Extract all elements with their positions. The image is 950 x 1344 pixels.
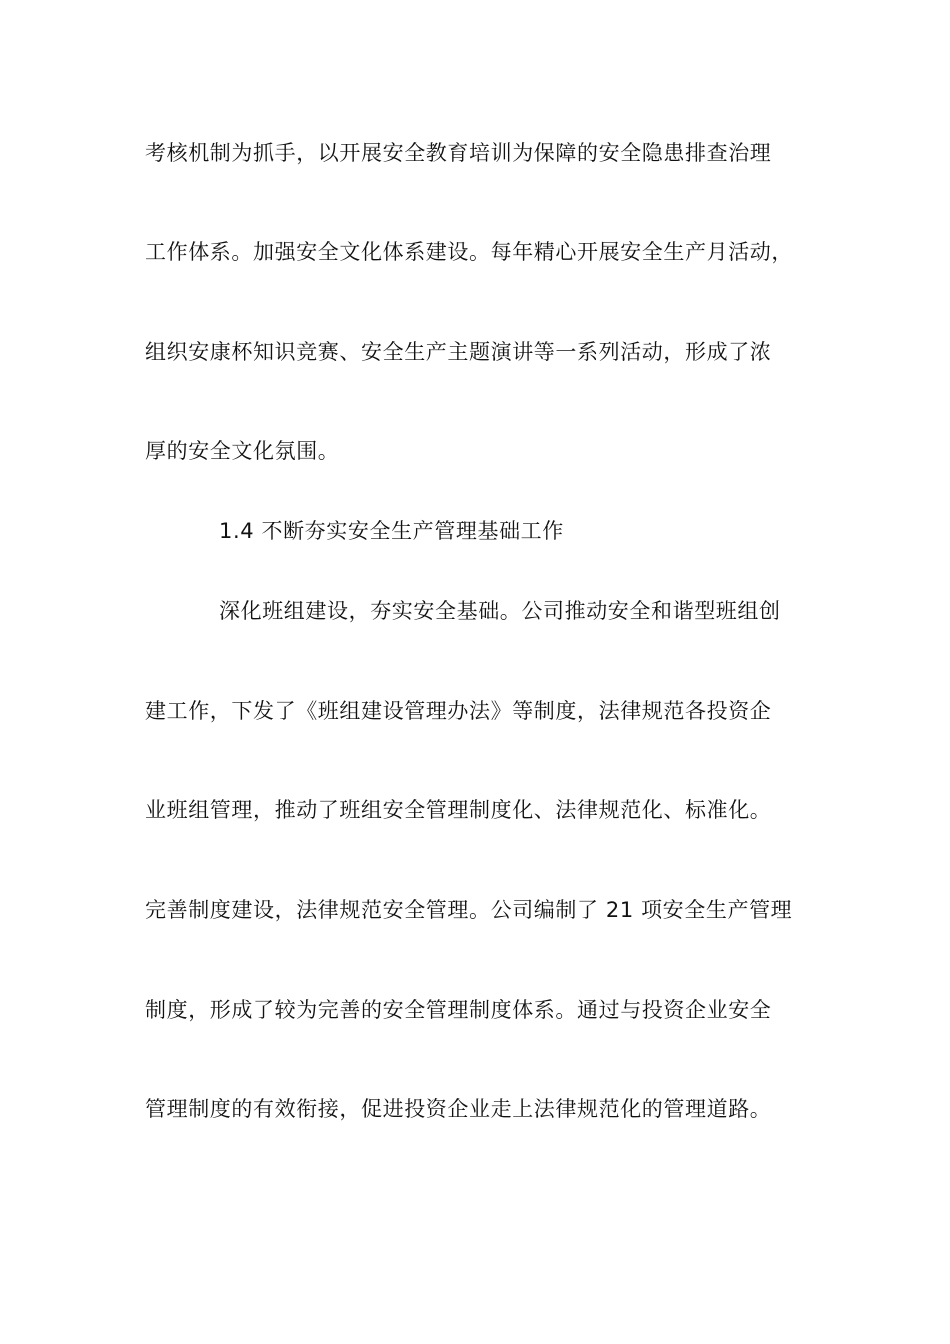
- paragraph-line-8: 业班组管理，推动了班组安全管理制度化、法律规范化、标准化。: [145, 798, 772, 822]
- paragraph-line-4: 厚的安全文化氛围。: [145, 439, 340, 463]
- paragraph-line-7: 建工作，下发了《班组建设管理办法》等制度，法律规范各投资企: [145, 699, 772, 723]
- section-heading: 1.4 不断夯实安全生产管理基础工作: [219, 519, 564, 543]
- paragraph-line-10: 制度，形成了较为完善的安全管理制度体系。通过与投资企业安全: [145, 998, 772, 1022]
- paragraph-line-9: 完善制度建设，法律规范安全管理。公司编制了 21 项安全生产管理: [145, 898, 793, 922]
- paragraph-line-1: 考核机制为抓手，以开展安全教育培训为保障的安全隐患排查治理: [145, 141, 772, 165]
- paragraph-line-2: 工作体系。加强安全文化体系建设。每年精心开展安全生产月活动，: [145, 240, 793, 264]
- paragraph-line-11: 管理制度的有效衔接，促进投资企业走上法律规范化的管理道路。: [145, 1097, 772, 1121]
- paragraph-line-6: 深化班组建设，夯实安全基础。公司推动安全和谐型班组创: [219, 599, 781, 623]
- paragraph-line-3: 组织安康杯知识竞赛、安全生产主题演讲等一系列活动，形成了浓: [145, 340, 772, 364]
